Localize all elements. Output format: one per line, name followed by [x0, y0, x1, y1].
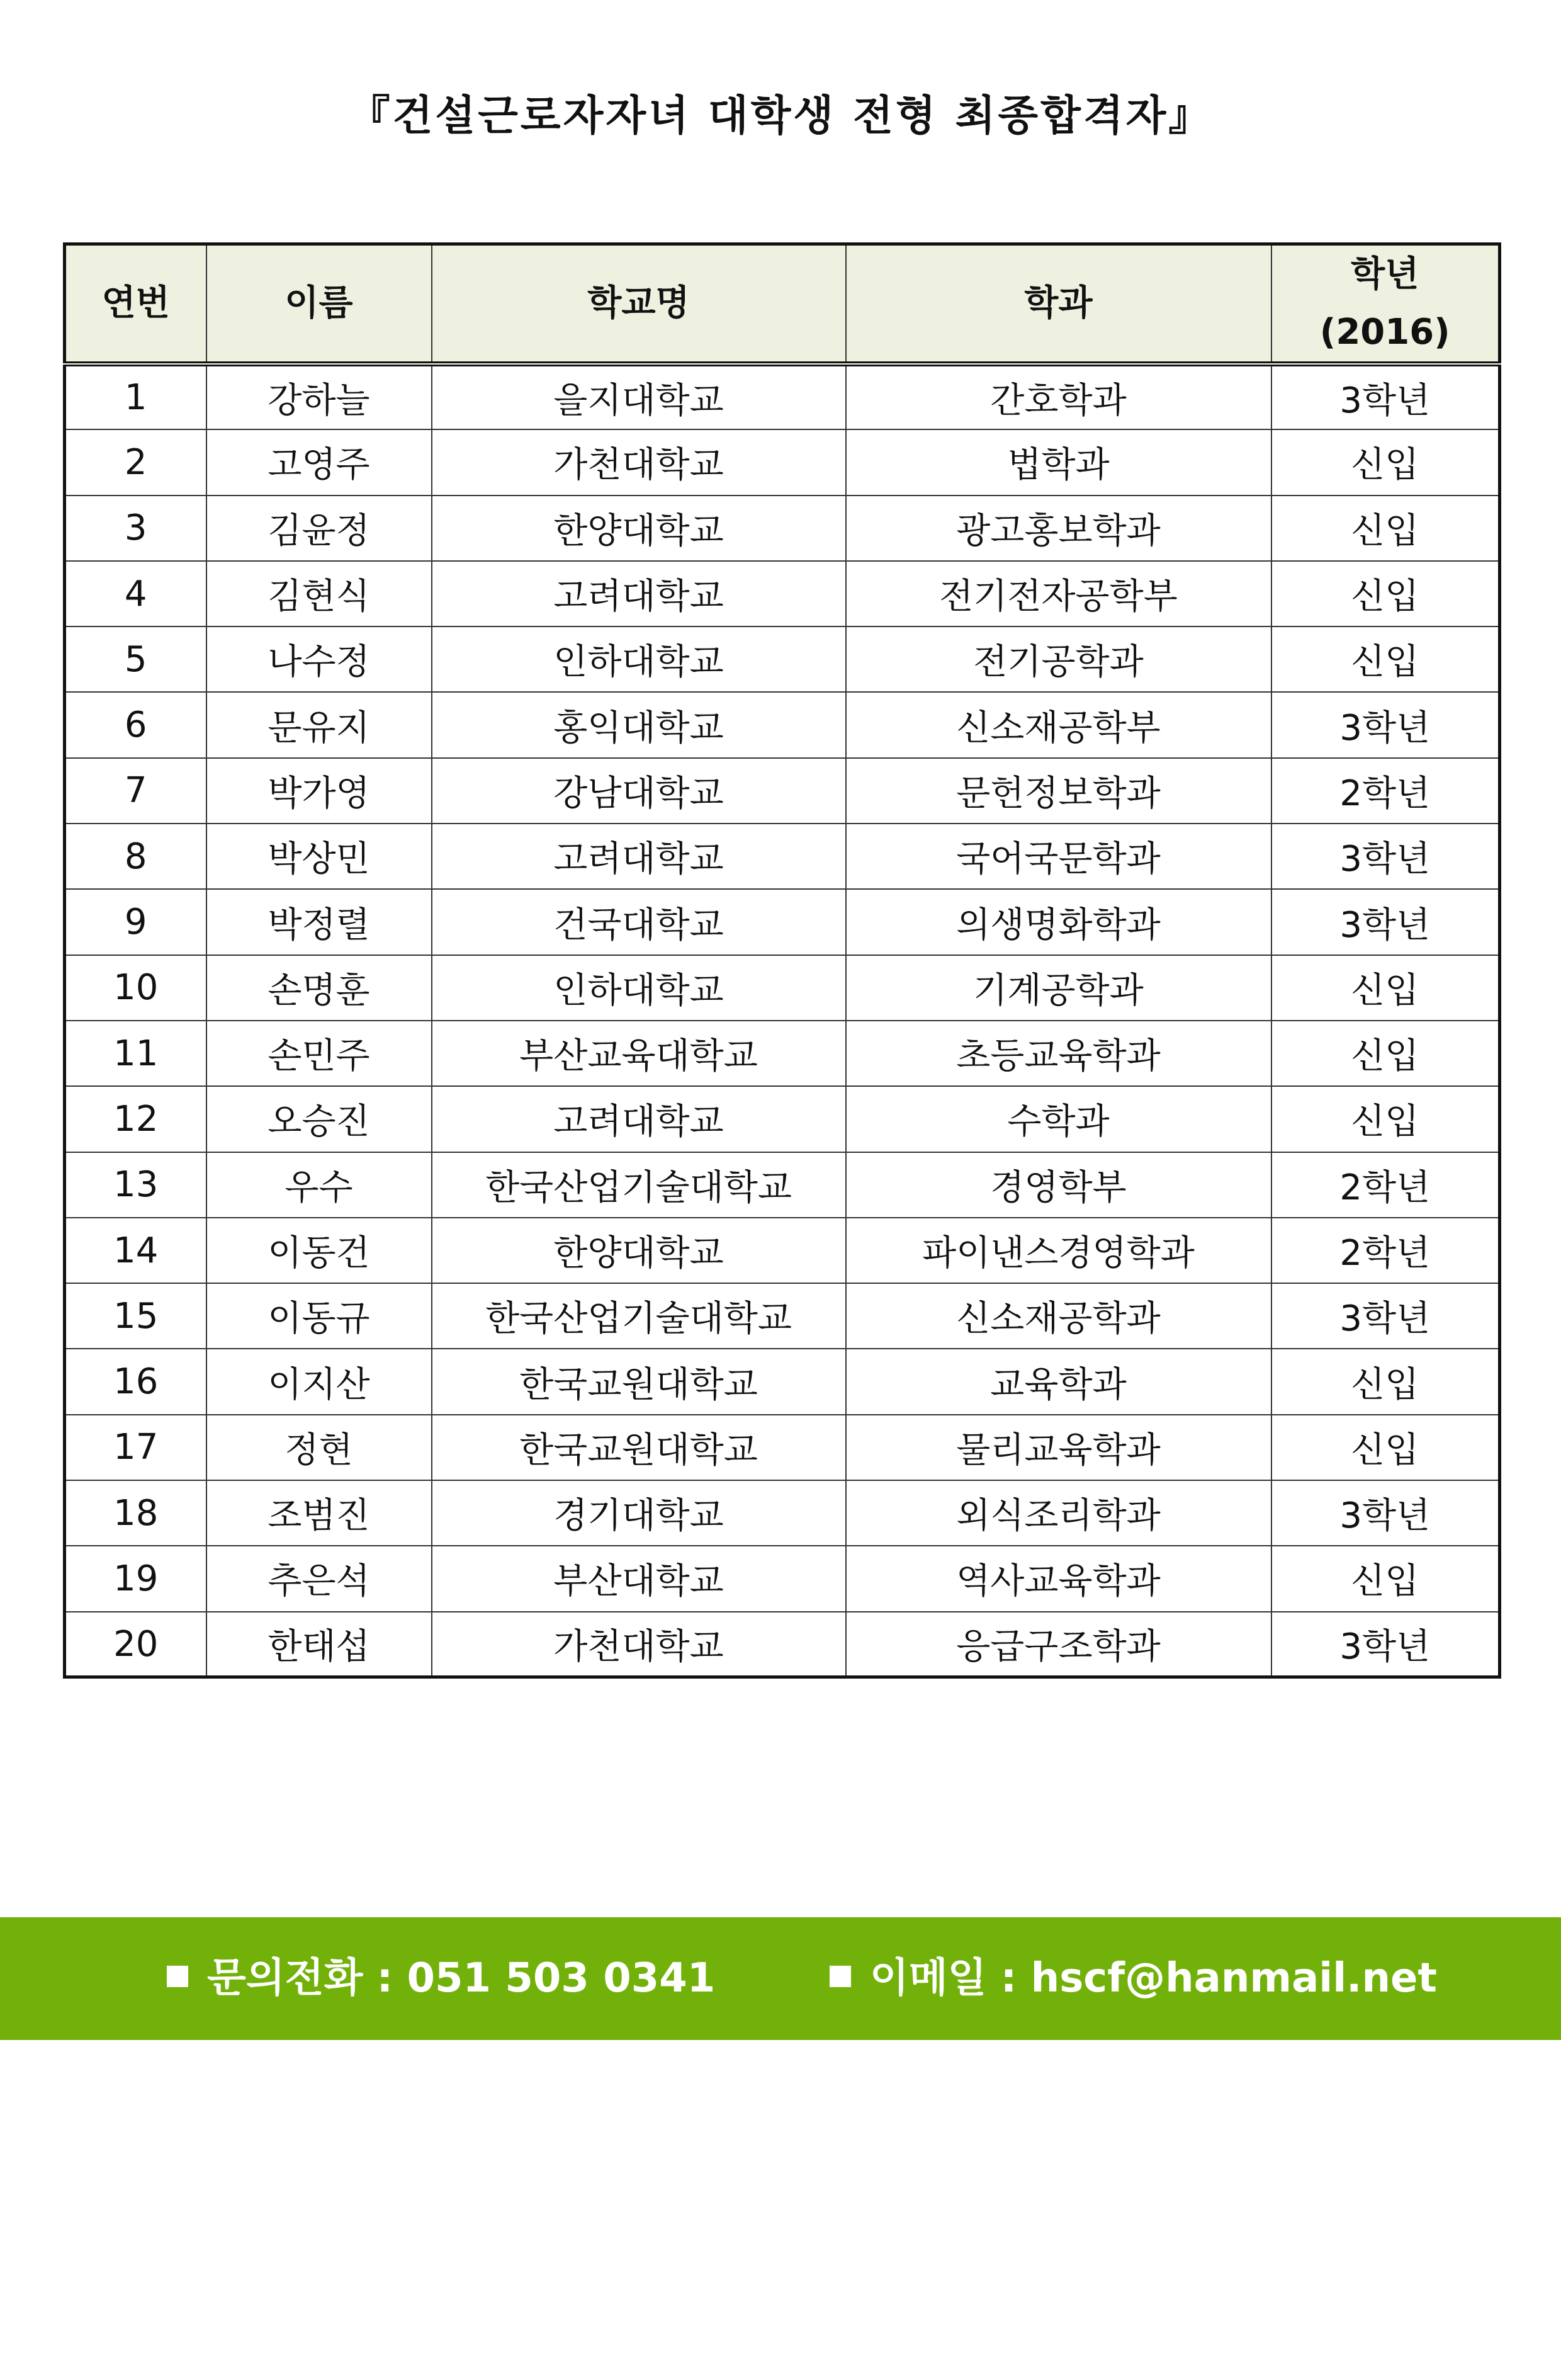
cell-no: 15 [65, 1283, 206, 1349]
cell-dept: 경영학부 [846, 1152, 1271, 1218]
table-row [65, 364, 1500, 429]
cell-no: 16 [65, 1349, 206, 1414]
cell-no: 14 [65, 1218, 206, 1283]
cell-dept: 기계공학과 [846, 955, 1271, 1021]
table-header-row [65, 244, 1500, 365]
table-row [65, 1152, 1500, 1218]
cell-grade: 신입 [1271, 1415, 1500, 1480]
cell-school: 고려대학교 [432, 561, 846, 626]
cell-no: 11 [65, 1021, 206, 1086]
cell-school: 한국산업기술대학교 [432, 1152, 846, 1218]
cell-name: 한태섭 [206, 1612, 432, 1677]
cell-name: 손민주 [206, 1021, 432, 1086]
table-row [65, 1218, 1500, 1283]
cell-dept: 의생명화학과 [846, 889, 1271, 955]
cell-no: 1 [65, 364, 206, 429]
table-row [65, 1283, 1500, 1349]
cell-name: 나수정 [206, 626, 432, 692]
cell-dept: 전기전자공학부 [846, 561, 1271, 626]
cell-grade: 신입 [1271, 496, 1500, 561]
cell-school: 한국교원대학교 [432, 1415, 846, 1480]
cell-school: 강남대학교 [432, 758, 846, 824]
table-row [65, 496, 1500, 561]
cell-school: 부산교육대학교 [432, 1021, 846, 1086]
cell-name: 오승진 [206, 1086, 432, 1152]
cell-no: 13 [65, 1152, 206, 1218]
header-school: 학교명 [432, 244, 846, 365]
cell-no: 10 [65, 955, 206, 1021]
cell-grade: 3학년 [1271, 889, 1500, 955]
cell-name: 손명훈 [206, 955, 432, 1021]
table-row [65, 626, 1500, 692]
cell-grade: 신입 [1271, 561, 1500, 626]
header-grade [1271, 244, 1500, 365]
cell-dept: 국어국문학과 [846, 824, 1271, 889]
cell-school: 한국교원대학교 [432, 1349, 846, 1414]
cell-no: 8 [65, 824, 206, 889]
cell-school: 인하대학교 [432, 955, 846, 1021]
cell-no: 6 [65, 692, 206, 757]
header-dept: 학과 [846, 244, 1271, 365]
cell-school: 홍익대학교 [432, 692, 846, 757]
cell-school: 고려대학교 [432, 824, 846, 889]
cell-no: 4 [65, 561, 206, 626]
contact-footer [0, 1917, 1561, 2040]
cell-name: 우수 [206, 1152, 432, 1218]
cell-name: 박정렬 [206, 889, 432, 955]
cell-school: 건국대학교 [432, 889, 846, 955]
cell-school: 한양대학교 [432, 496, 846, 561]
table-row [65, 758, 1500, 824]
cell-dept: 교육학과 [846, 1349, 1271, 1414]
cell-no: 9 [65, 889, 206, 955]
email-label: 이메일 : hscf@hanmail.net [870, 1955, 1438, 2002]
cell-grade: 3학년 [1271, 824, 1500, 889]
header-no: 연번 [65, 244, 206, 365]
cell-grade: 신입 [1271, 429, 1500, 495]
cell-grade: 신입 [1271, 955, 1500, 1021]
cell-no: 19 [65, 1546, 206, 1611]
cell-no: 12 [65, 1086, 206, 1152]
square-bullet-icon [830, 1966, 851, 1987]
cell-school: 을지대학교 [432, 364, 846, 429]
contact-email [830, 1917, 1437, 2040]
cell-dept: 역사교육학과 [846, 1546, 1271, 1611]
cell-school: 한양대학교 [432, 1218, 846, 1283]
cell-grade: 신입 [1271, 1021, 1500, 1086]
cell-grade: 신입 [1271, 626, 1500, 692]
cell-no: 20 [65, 1612, 206, 1677]
cell-grade: 2학년 [1271, 758, 1500, 824]
cell-school: 경기대학교 [432, 1480, 846, 1546]
table-row [65, 1349, 1500, 1414]
cell-dept: 신소재공학부 [846, 692, 1271, 757]
cell-grade: 신입 [1271, 1546, 1500, 1611]
cell-grade: 3학년 [1271, 364, 1500, 429]
cell-dept: 응급구조학과 [846, 1612, 1271, 1677]
cell-name: 이동규 [206, 1283, 432, 1349]
header-grade-label: 학년 [1351, 254, 1419, 295]
cell-name: 이지산 [206, 1349, 432, 1414]
table-row [65, 1021, 1500, 1086]
cell-name: 김윤정 [206, 496, 432, 561]
table-row [65, 1086, 1500, 1152]
cell-dept: 파이낸스경영학과 [846, 1218, 1271, 1283]
cell-school: 가천대학교 [432, 1612, 846, 1677]
table-row [65, 955, 1500, 1021]
cell-school: 한국산업기술대학교 [432, 1283, 846, 1349]
table-row [65, 561, 1500, 626]
table-row [65, 429, 1500, 495]
header-grade-year: (2016) [1319, 312, 1450, 353]
cell-no: 18 [65, 1480, 206, 1546]
cell-name: 김현식 [206, 561, 432, 626]
cell-name: 이동건 [206, 1218, 432, 1283]
cell-dept: 문헌정보학과 [846, 758, 1271, 824]
cell-dept: 물리교육학과 [846, 1415, 1271, 1480]
cell-dept: 법학과 [846, 429, 1271, 495]
cell-dept: 간호학과 [846, 364, 1271, 429]
cell-grade: 3학년 [1271, 1480, 1500, 1546]
table-row [65, 1612, 1500, 1677]
cell-grade: 2학년 [1271, 1218, 1500, 1283]
cell-dept: 전기공학과 [846, 626, 1271, 692]
cell-name: 문유지 [206, 692, 432, 757]
table-row [65, 1415, 1500, 1480]
cell-grade: 2학년 [1271, 1152, 1500, 1218]
cell-no: 2 [65, 429, 206, 495]
cell-no: 5 [65, 626, 206, 692]
cell-name: 고영주 [206, 429, 432, 495]
cell-name: 정현 [206, 1415, 432, 1480]
table-row [65, 889, 1500, 955]
cell-name: 조범진 [206, 1480, 432, 1546]
table-row [65, 692, 1500, 757]
cell-dept: 초등교육학과 [846, 1021, 1271, 1086]
cell-grade: 신입 [1271, 1086, 1500, 1152]
cell-dept: 외식조리학과 [846, 1480, 1271, 1546]
table-row [65, 824, 1500, 889]
cell-name: 박가영 [206, 758, 432, 824]
phone-label: 문의전화 : 051 503 0341 [207, 1955, 716, 2002]
table-row [65, 1546, 1500, 1611]
cell-grade: 3학년 [1271, 1283, 1500, 1349]
header-name: 이름 [206, 244, 432, 365]
cell-grade: 3학년 [1271, 692, 1500, 757]
contact-phone [167, 1917, 715, 2040]
cell-dept: 수학과 [846, 1086, 1271, 1152]
cell-dept: 광고홍보학과 [846, 496, 1271, 561]
table-row [65, 1480, 1500, 1546]
square-bullet-icon [167, 1966, 188, 1987]
cell-school: 부산대학교 [432, 1546, 846, 1611]
cell-school: 고려대학교 [432, 1086, 846, 1152]
cell-name: 박상민 [206, 824, 432, 889]
results-table [63, 242, 1501, 1679]
cell-school: 가천대학교 [432, 429, 846, 495]
cell-no: 7 [65, 758, 206, 824]
cell-no: 3 [65, 496, 206, 561]
cell-name: 추은석 [206, 1546, 432, 1611]
cell-dept: 신소재공학과 [846, 1283, 1271, 1349]
cell-grade: 신입 [1271, 1349, 1500, 1414]
cell-grade: 3학년 [1271, 1612, 1500, 1677]
cell-name: 강하늘 [206, 364, 432, 429]
table-body [65, 364, 1500, 1677]
cell-no: 17 [65, 1415, 206, 1480]
cell-school: 인하대학교 [432, 626, 846, 692]
page-title: 『건설근로자자녀 대학생 전형 최종합격자』 [348, 91, 1213, 140]
